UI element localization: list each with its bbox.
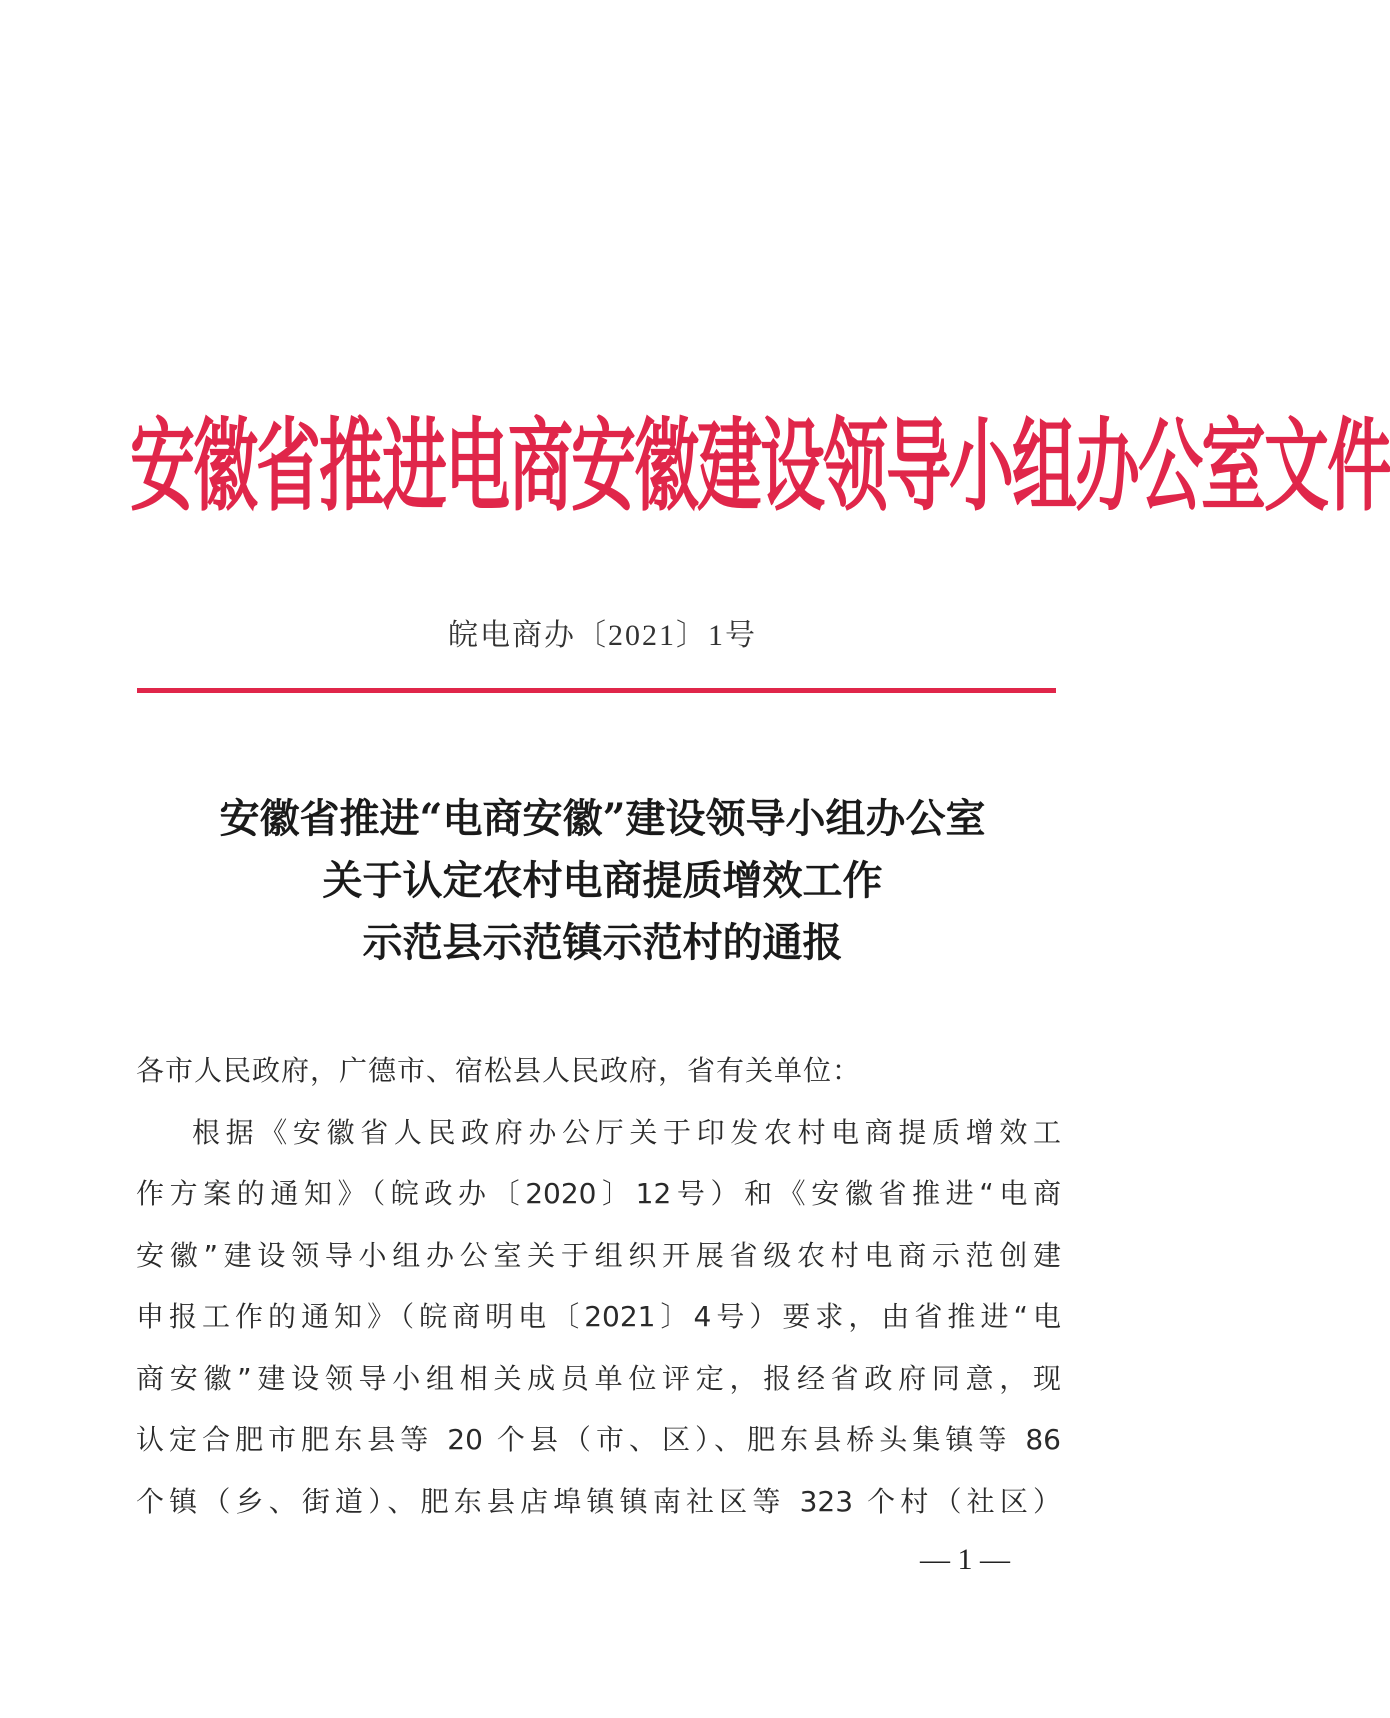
- document-body: [136, 1040, 1061, 1532]
- paragraph-line: 根据《安徽省人民政府办公厅关于印发农村电商提质增效工: [192, 1115, 1061, 1149]
- paragraph-line: 认定合肥市肥东县等 20 个县（市、区）、肥东县桥头集镇等 86: [136, 1423, 1061, 1456]
- page-number: — 1 —: [920, 1543, 1010, 1576]
- title-line-2: 关于认定农村电商提质增效工作: [322, 857, 883, 904]
- title-line-1: 安徽省推进“电商安徽”建设领导小组办公室: [219, 795, 986, 842]
- red-separator-line: [137, 688, 1056, 693]
- paragraph-line: 个镇（乡、街道）、肥东县店埠镇镇南社区等 323 个村（社区）: [136, 1484, 1061, 1518]
- paragraph-line: 申报工作的通知》（皖商明电〔2021〕4号）要求，由省推进“电: [136, 1300, 1061, 1333]
- document-number: 皖电商办〔2021〕1号: [448, 619, 757, 652]
- document-title: [0, 788, 1205, 974]
- salutation: 各市人民政府，广德市、宿松县人民政府，省有关单位：: [136, 1054, 862, 1087]
- paragraph-line: 安徽”建设领导小组办公室关于组织开展省级农村电商示范创建: [136, 1238, 1061, 1272]
- title-line-3: 示范县示范镇示范村的通报: [362, 919, 843, 966]
- paragraph-line: 商安徽”建设领导小组相关成员单位评定，报经省政府同意，现: [136, 1361, 1061, 1395]
- paragraph-line: 作方案的通知》（皖政办〔2020〕12号）和《安徽省推进“电商: [136, 1177, 1061, 1210]
- issuer-masthead: 安徽省推进电商安徽建设领导小组办公室文件: [130, 407, 1390, 526]
